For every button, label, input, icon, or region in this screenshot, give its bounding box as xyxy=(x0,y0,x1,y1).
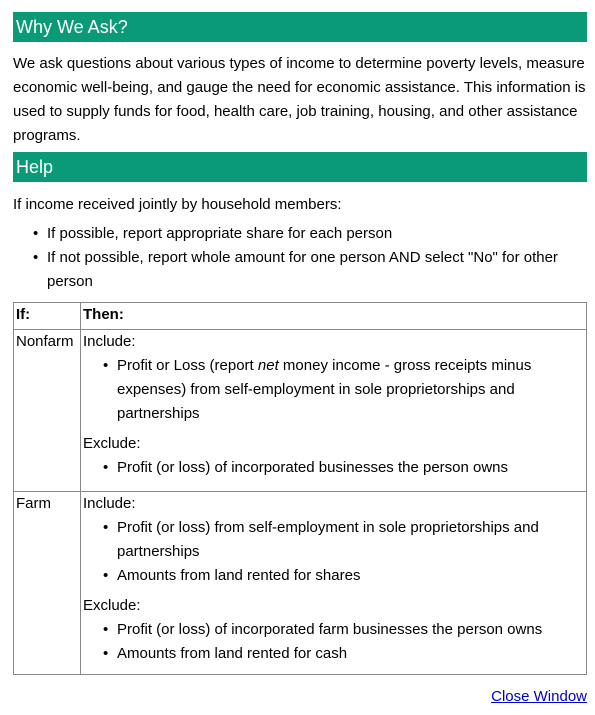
include-text-part: Profit or Loss (report xyxy=(117,357,258,374)
list-item: • Profit (or loss) of incorporated businesses the person owns xyxy=(83,456,584,480)
why-we-ask-body: We ask questions about various types of income to determine poverty levels, measure economic well-being, and gauge the need for economic assistance. This information is used to supply funds for food, health care, job training, housing, and other assistance programs. xyxy=(13,55,586,144)
help-table xyxy=(13,302,587,675)
help-header: Help xyxy=(13,152,587,182)
list-item: • If possible, report appropriate share for each person xyxy=(13,222,587,246)
table-header-row xyxy=(14,303,587,330)
row-content-farm xyxy=(81,492,587,675)
list-item: • Amounts from land rented for shares xyxy=(83,564,584,588)
include-list xyxy=(83,354,584,426)
exclude-label: Exclude: xyxy=(83,597,141,614)
list-item: • Profit (or loss) from self-employment in sole proprietorships and partnerships xyxy=(83,516,584,564)
list-item: • If not possible, report whole amount for one person AND select "No" for other person xyxy=(13,246,587,294)
column-header-then: Then: xyxy=(81,303,587,330)
include-text-part: money income - gross receipts minus expenses) from self-employment in sole proprietorships and partnerships xyxy=(117,357,532,422)
joint-income-list xyxy=(13,222,587,294)
table-row xyxy=(14,330,587,492)
exclude-label: Exclude: xyxy=(83,435,141,452)
row-label-nonfarm: Nonfarm xyxy=(14,330,81,492)
list-item: • Amounts from land rented for cash xyxy=(83,642,584,666)
table-row xyxy=(14,492,587,675)
include-label: Include: xyxy=(83,495,136,512)
column-header-if: If: xyxy=(14,303,81,330)
why-we-ask-header: Why We Ask? xyxy=(13,12,587,42)
net-emphasis: net xyxy=(257,357,279,374)
close-window-link[interactable]: Close Window xyxy=(491,688,587,705)
list-item xyxy=(83,354,584,426)
row-label-farm: Farm xyxy=(14,492,81,675)
include-label: Include: xyxy=(83,333,136,350)
exclude-list xyxy=(83,618,584,666)
list-item: • Profit (or loss) of incorporated farm businesses the person owns xyxy=(83,618,584,642)
exclude-list xyxy=(83,456,584,480)
include-list xyxy=(83,516,584,588)
row-content-nonfarm xyxy=(81,330,587,492)
help-intro: If income received jointly by household members: xyxy=(13,196,342,213)
